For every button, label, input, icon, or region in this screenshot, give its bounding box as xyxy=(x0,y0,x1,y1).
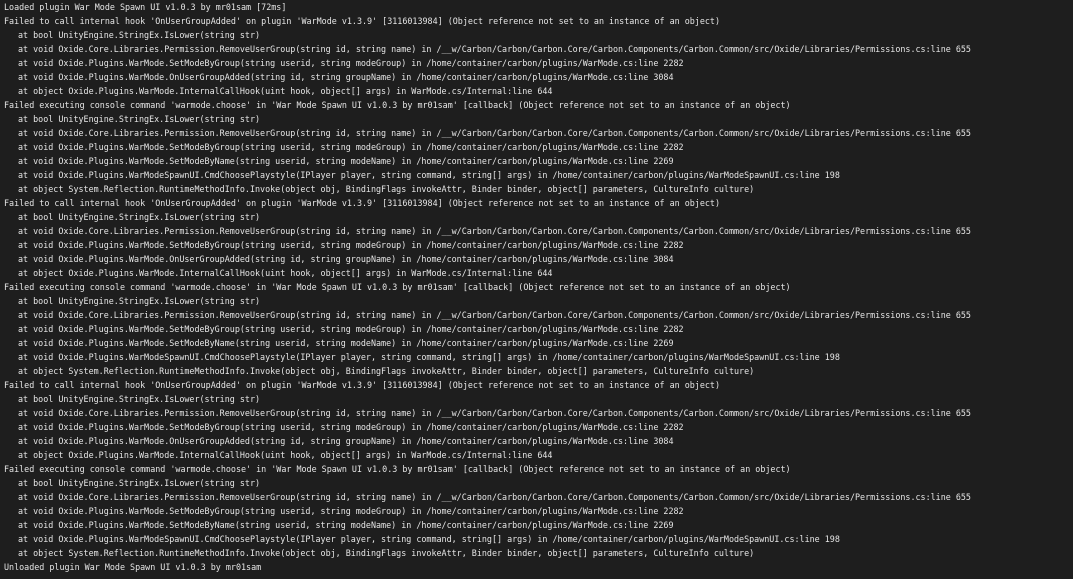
stack-trace-line: at void Oxide.Plugins.WarMode.OnUserGroupAdded(string id, string groupName) in /home/container/carbon/plugins/WarMode.cs:line 3084 xyxy=(18,254,674,264)
stack-trace-line: at object System.Reflection.RuntimeMethodInfo.Invoke(object obj, BindingFlags invokeAttr, Binder binder, object[] parameters, CultureInfo culture) xyxy=(18,548,755,558)
stack-trace-line: at object System.Reflection.RuntimeMethodInfo.Invoke(object obj, BindingFlags invokeAttr, Binder binder, object[] parameters, CultureInfo culture) xyxy=(18,184,755,194)
stack-trace-line: at bool UnityEngine.StringEx.IsLower(string str) xyxy=(18,212,261,222)
stack-trace-line: at void Oxide.Plugins.WarMode.OnUserGroupAdded(string id, string groupName) in /home/container/carbon/plugins/WarMode.cs:line 3084 xyxy=(18,436,674,446)
stack-trace-line: at void Oxide.Core.Libraries.Permission.RemoveUserGroup(string id, string name) in /__w/Carbon/Carbon/Carbon.Core/Carbon.Components/Carbon.Common/src/Oxide/Libraries/Permissions.cs:line 655 xyxy=(18,310,971,320)
stack-trace-line: at void Oxide.Plugins.WarMode.SetModeByName(string userid, string modeName) in /home/container/carbon/plugins/WarMode.cs:line 2269 xyxy=(18,156,674,166)
stack-trace-line: at void Oxide.Core.Libraries.Permission.RemoveUserGroup(string id, string name) in /__w/Carbon/Carbon/Carbon.Core/Carbon.Components/Carbon.Common/src/Oxide/Libraries/Permissions.cs:line 655 xyxy=(18,492,971,502)
log-message-line: Failed to call internal hook 'OnUserGroupAdded' on plugin 'WarMode v1.3.9' [3116013984] (Object reference not set to an instance of an object) xyxy=(4,198,720,208)
stack-trace-line: at void Oxide.Plugins.WarModeSpawnUI.CmdChoosePlaystyle(IPlayer player, string command, string[] args) in /home/container/carbon/plugins/WarModeSpawnUI.cs:line 198 xyxy=(18,534,840,544)
stack-trace-line: at bool UnityEngine.StringEx.IsLower(string str) xyxy=(18,394,261,404)
stack-trace-line: at void Oxide.Plugins.WarMode.SetModeByGroup(string userid, string modeGroup) in /home/container/carbon/plugins/WarMode.cs:line 2282 xyxy=(18,58,684,68)
stack-trace-line: at bool UnityEngine.StringEx.IsLower(string str) xyxy=(18,478,261,488)
stack-trace-line: at void Oxide.Core.Libraries.Permission.RemoveUserGroup(string id, string name) in /__w/Carbon/Carbon/Carbon.Core/Carbon.Components/Carbon.Common/src/Oxide/Libraries/Permissions.cs:line 655 xyxy=(18,226,971,236)
log-message-line: Failed executing console command 'warmode.choose' in 'War Mode Spawn UI v1.0.3 by mr01sam' [callback] (Object reference not set to an instance of an object) xyxy=(4,282,791,292)
stack-trace-line: at void Oxide.Plugins.WarModeSpawnUI.CmdChoosePlaystyle(IPlayer player, string command, string[] args) in /home/container/carbon/plugins/WarModeSpawnUI.cs:line 198 xyxy=(18,170,840,180)
stack-trace-line: at bool UnityEngine.StringEx.IsLower(string str) xyxy=(18,296,261,306)
stack-trace-line: at bool UnityEngine.StringEx.IsLower(string str) xyxy=(18,30,261,40)
stack-trace-line: at object Oxide.Plugins.WarMode.InternalCallHook(uint hook, object[] args) in WarMode.cs/Internal:line 644 xyxy=(18,450,553,460)
log-message-line: Failed executing console command 'warmode.choose' in 'War Mode Spawn UI v1.0.3 by mr01sam' [callback] (Object reference not set to an instance of an object) xyxy=(4,100,791,110)
stack-trace-line: at void Oxide.Core.Libraries.Permission.RemoveUserGroup(string id, string name) in /__w/Carbon/Carbon/Carbon.Core/Carbon.Components/Carbon.Common/src/Oxide/Libraries/Permissions.cs:line 655 xyxy=(18,44,971,54)
stack-trace-line: at void Oxide.Core.Libraries.Permission.RemoveUserGroup(string id, string name) in /__w/Carbon/Carbon/Carbon.Core/Carbon.Components/Carbon.Common/src/Oxide/Libraries/Permissions.cs:line 655 xyxy=(18,128,971,138)
stack-trace-line: at object Oxide.Plugins.WarMode.InternalCallHook(uint hook, object[] args) in WarMode.cs/Internal:line 644 xyxy=(18,86,553,96)
stack-trace-line: at void Oxide.Plugins.WarMode.SetModeByGroup(string userid, string modeGroup) in /home/container/carbon/plugins/WarMode.cs:line 2282 xyxy=(18,324,684,334)
stack-trace-line: at void Oxide.Plugins.WarMode.SetModeByGroup(string userid, string modeGroup) in /home/container/carbon/plugins/WarMode.cs:line 2282 xyxy=(18,142,684,152)
log-message-line: Loaded plugin War Mode Spawn UI v1.0.3 by mr01sam [72ms] xyxy=(4,2,287,12)
stack-trace-line: at bool UnityEngine.StringEx.IsLower(string str) xyxy=(18,114,261,124)
log-message-line: Failed to call internal hook 'OnUserGroupAdded' on plugin 'WarMode v1.3.9' [3116013984] (Object reference not set to an instance of an object) xyxy=(4,16,720,26)
stack-trace-line: at void Oxide.Plugins.WarMode.SetModeByName(string userid, string modeName) in /home/container/carbon/plugins/WarMode.cs:line 2269 xyxy=(18,338,674,348)
log-message-line: Unloaded plugin War Mode Spawn UI v1.0.3 by mr01sam xyxy=(4,562,262,572)
stack-trace-line: at object Oxide.Plugins.WarMode.InternalCallHook(uint hook, object[] args) in WarMode.cs/Internal:line 644 xyxy=(18,268,553,278)
stack-trace-line: at void Oxide.Plugins.WarMode.SetModeByGroup(string userid, string modeGroup) in /home/container/carbon/plugins/WarMode.cs:line 2282 xyxy=(18,506,684,516)
log-message-line: Failed executing console command 'warmode.choose' in 'War Mode Spawn UI v1.0.3 by mr01sam' [callback] (Object reference not set to an instance of an object) xyxy=(4,464,791,474)
stack-trace-line: at void Oxide.Core.Libraries.Permission.RemoveUserGroup(string id, string name) in /__w/Carbon/Carbon/Carbon.Core/Carbon.Components/Carbon.Common/src/Oxide/Libraries/Permissions.cs:line 655 xyxy=(18,408,971,418)
log-message-line: Failed to call internal hook 'OnUserGroupAdded' on plugin 'WarMode v1.3.9' [3116013984] (Object reference not set to an instance of an object) xyxy=(4,380,720,390)
stack-trace-line: at void Oxide.Plugins.WarMode.SetModeByName(string userid, string modeName) in /home/container/carbon/plugins/WarMode.cs:line 2269 xyxy=(18,520,674,530)
stack-trace-line: at void Oxide.Plugins.WarMode.OnUserGroupAdded(string id, string groupName) in /home/container/carbon/plugins/WarMode.cs:line 3084 xyxy=(18,72,674,82)
stack-trace-line: at void Oxide.Plugins.WarModeSpawnUI.CmdChoosePlaystyle(IPlayer player, string command, string[] args) in /home/container/carbon/plugins/WarModeSpawnUI.cs:line 198 xyxy=(18,352,840,362)
stack-trace-line: at void Oxide.Plugins.WarMode.SetModeByGroup(string userid, string modeGroup) in /home/container/carbon/plugins/WarMode.cs:line 2282 xyxy=(18,240,684,250)
stack-trace-line: at object System.Reflection.RuntimeMethodInfo.Invoke(object obj, BindingFlags invokeAttr, Binder binder, object[] parameters, CultureInfo culture) xyxy=(18,366,755,376)
console-log xyxy=(4,0,1069,574)
stack-trace-line: at void Oxide.Plugins.WarMode.SetModeByGroup(string userid, string modeGroup) in /home/container/carbon/plugins/WarMode.cs:line 2282 xyxy=(18,422,684,432)
